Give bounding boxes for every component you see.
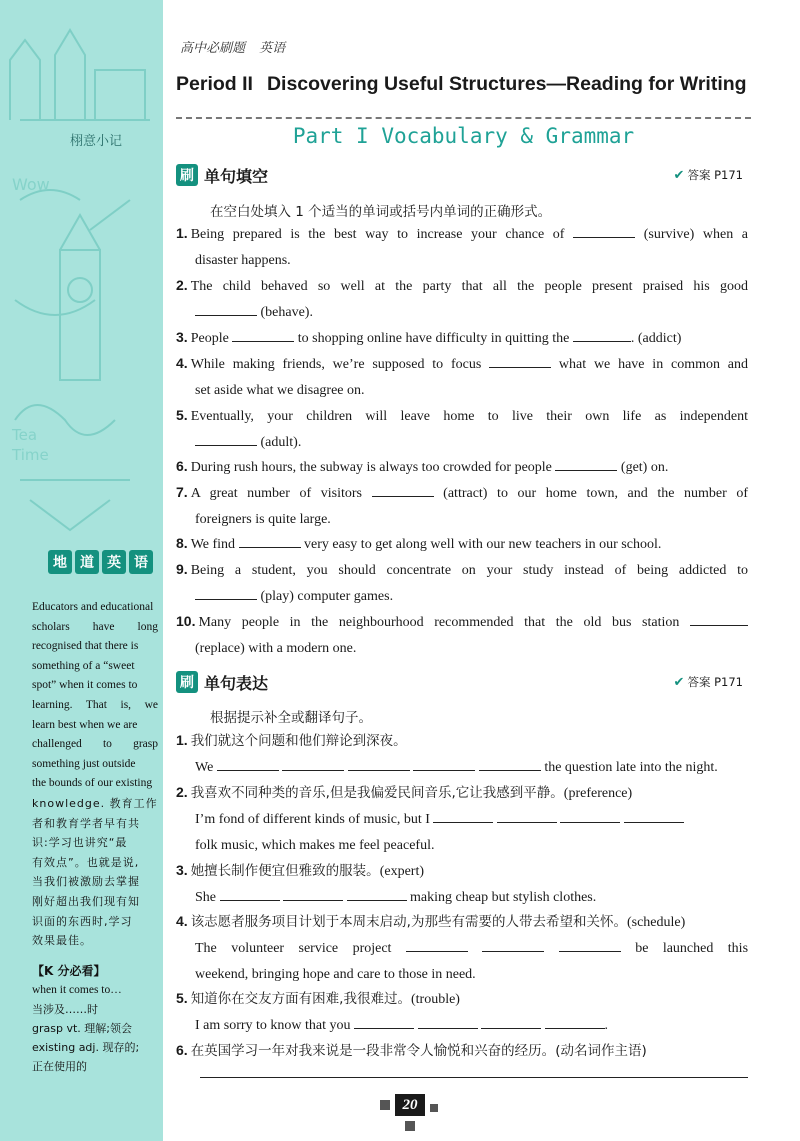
period-number: Period II [176, 73, 253, 95]
note-line: something of a “sweet [32, 659, 135, 672]
answer-blank[interactable] [497, 808, 557, 823]
dashed-rule [176, 117, 751, 119]
question-prompt-zh: 在英国学习一年对我来说是一段非常令人愉悦和兴奋的经历。 [190, 1043, 556, 1059]
note-line: 识面的东西时,学习 [32, 914, 133, 928]
answer-blank[interactable] [573, 223, 635, 238]
question-item [176, 402, 748, 456]
question-text: (behave). [260, 305, 313, 320]
section-title: 单句填空 [204, 166, 269, 186]
question-text: While making friends, we’re supposed to focus [190, 357, 482, 372]
period-title-text: Discovering Useful Structures—Reading for Writing [266, 73, 747, 95]
k-line: grasp vt. 理解;领会 [32, 1022, 132, 1035]
question-number: 8. [176, 535, 188, 551]
question-number: 9. [176, 561, 188, 577]
question-number: 3. [176, 329, 188, 345]
svg-text:Time: Time [12, 446, 49, 464]
question-number: 1. [176, 732, 188, 748]
question-text: the question late into the night. [544, 760, 718, 775]
question-number: 1. [176, 225, 188, 241]
answer-blank[interactable] [418, 1014, 478, 1029]
answer-blank[interactable] [481, 1014, 541, 1029]
answer-blank[interactable] [195, 585, 257, 600]
question-number: 5. [176, 407, 188, 423]
answer-blank[interactable] [348, 756, 410, 771]
question-text: The child behaved so well at the party that all the people present praised his good [190, 279, 748, 294]
note-line: knowledge. 教育工作 [32, 796, 158, 810]
note-line: 当我们被激励去掌握 [32, 875, 140, 889]
section-header-translate [176, 669, 751, 695]
k-line: 正在使用的 [32, 1060, 87, 1073]
question-text: Many people in the neighbourhood recommended that the old bus station [198, 615, 680, 630]
question-text: . [604, 1018, 609, 1033]
question-item [176, 857, 748, 911]
question-text: (survive) when a [643, 227, 749, 242]
question-item [176, 272, 748, 326]
question-item [176, 727, 748, 781]
banner-char: 英 [102, 550, 126, 574]
answer-blank[interactable] [489, 353, 551, 368]
question-text: Being prepared is the best way to increase your chance of [190, 227, 565, 242]
question-text: (get) on. [620, 460, 669, 475]
sidebar [0, 0, 163, 1141]
section-instruction: 根据提示补全或翻译句子。 [210, 710, 372, 726]
running-head [180, 37, 295, 56]
question-item [176, 324, 748, 352]
answer-blank[interactable] [690, 611, 748, 626]
question-item [176, 350, 748, 404]
question-text: We find [190, 537, 236, 552]
question-item [176, 608, 748, 662]
answer-ref [674, 674, 743, 690]
question-text: disaster happens. [195, 253, 291, 268]
question-prompt-zh: 我们就这个问题和他们辩论到深夜。 [190, 733, 407, 749]
question-item [176, 220, 748, 274]
section-badge: 刷 [176, 671, 198, 693]
sidebar-k-notes [32, 962, 160, 1076]
question-number: 4. [176, 913, 188, 929]
question-prompt-zh: 她擅长制作便宜但雅致的服装。 [190, 863, 380, 879]
question-item [176, 985, 748, 1039]
question-text: People [190, 331, 229, 346]
question-number: 3. [176, 862, 188, 878]
answer-blank[interactable] [347, 886, 407, 901]
answer-blank[interactable] [560, 808, 620, 823]
sidebar-illustration [0, 0, 163, 590]
question-hint: (preference) [563, 786, 633, 801]
question-text: (attract) to our home town, and the number of [443, 486, 749, 501]
section-title: 单句表达 [204, 673, 269, 693]
question-item [176, 779, 748, 859]
answer-blank[interactable] [282, 756, 344, 771]
answer-ref-text: 答案 P171 [687, 675, 743, 689]
question-text: She [195, 890, 216, 905]
question-number: 2. [176, 784, 188, 800]
question-text: to shopping online have difficulty in quitting the [297, 331, 570, 346]
question-number: 5. [176, 990, 188, 1006]
question-text: what we have in common and [558, 357, 749, 372]
question-item [176, 479, 748, 533]
question-item [176, 908, 748, 988]
k-line: when it comes to… [32, 984, 122, 996]
answer-blank[interactable] [232, 327, 294, 342]
answer-blank[interactable] [195, 301, 257, 316]
k-line: existing adj. 现存的; [32, 1041, 140, 1054]
footer-decoration [405, 1121, 415, 1131]
svg-text:Tea: Tea [12, 426, 38, 444]
question-hint: (expert) [379, 864, 424, 879]
question-text: The volunteer service project [195, 941, 392, 956]
note-line: Educators and educational [32, 601, 154, 613]
question-text: . (addict) [630, 331, 682, 346]
running-head-subject: 英语 [259, 41, 286, 56]
question-text: set aside what we disagree on. [195, 383, 365, 398]
answer-blank[interactable] [406, 937, 468, 952]
note-line: 者和教育学者早有共 [32, 816, 140, 830]
question-number: 2. [176, 277, 188, 293]
answer-blank[interactable] [195, 431, 257, 446]
answer-blank[interactable] [555, 456, 617, 471]
section-badge: 刷 [176, 164, 198, 186]
footer-decoration [430, 1104, 438, 1112]
question-text: I’m fond of different kinds of music, but I [195, 812, 430, 827]
part-title: Part I Vocabulary & Grammar [292, 124, 635, 148]
answer-blank[interactable] [624, 808, 684, 823]
question-prompt-zh: 知道你在交友方面有困难,我很难过。 [190, 991, 411, 1007]
k-title: 【K 分必看】 [32, 964, 106, 978]
note-line: challenged to grasp [32, 738, 158, 751]
note-line: learning. That is, we [32, 698, 158, 711]
question-number: 6. [176, 458, 188, 474]
footer-decoration [380, 1100, 390, 1110]
section-instruction: 在空白处填入 1 个适当的单词或括号内单词的正确形式。 [210, 204, 552, 220]
question-number: 10. [176, 613, 196, 629]
note-line: 效果最佳。 [32, 934, 92, 948]
answer-blank[interactable] [283, 886, 343, 901]
k-line: 当涉及……时 [32, 1003, 98, 1016]
answer-ref-text: 答案 P171 [687, 168, 743, 182]
note-line: 有效点”。也就是说, [32, 855, 140, 869]
sidebar-banner [48, 548, 160, 576]
answer-blank[interactable] [217, 756, 279, 771]
section-header-fill [176, 162, 751, 188]
note-line: something just outside [32, 757, 136, 770]
question-hint: (动名词作主语) [555, 1043, 647, 1059]
sidebar-note [32, 598, 158, 951]
question-text: making cheap but stylish clothes. [410, 890, 597, 905]
answer-blank[interactable] [413, 756, 475, 771]
answer-blank[interactable] [239, 533, 301, 548]
question-text: (adult). [260, 435, 302, 450]
question-item [176, 530, 748, 558]
note-line: learn best when we are [32, 718, 138, 731]
answer-blank[interactable] [372, 482, 434, 497]
answer-blank[interactable] [573, 327, 631, 342]
banner-char: 语 [129, 550, 153, 574]
question-item [176, 1037, 748, 1065]
question-text: folk music, which makes me feel peaceful. [195, 838, 435, 853]
question-hint: (trouble) [410, 992, 460, 1007]
sidebar-note-title: 栩意小记 [70, 134, 123, 149]
answer-blank[interactable] [545, 1014, 605, 1029]
note-line: 刚好超出我们现有知 [32, 894, 140, 908]
note-line: 识:学习也讲究“最 [32, 836, 128, 850]
note-line: recognised that there is [32, 640, 139, 653]
answer-blank[interactable] [559, 937, 621, 952]
question-text: foreigners is quite large. [195, 512, 331, 527]
question-number: 4. [176, 355, 188, 371]
question-text: Eventually, your children will leave home to live their own life as independent [190, 409, 748, 424]
running-head-book: 高中必刷题 [180, 41, 246, 56]
question-prompt-zh: 我喜欢不同种类的音乐,但是我偏爱民间音乐,它让我感到平静。 [190, 785, 564, 801]
banner-char: 道 [75, 550, 99, 574]
question-text: (replace) with a modern one. [195, 641, 357, 656]
question-number: 7. [176, 484, 188, 500]
page-number: 20 [395, 1094, 425, 1116]
question-text: weekend, bringing hope and care to those in need. [195, 967, 476, 982]
question-text: Being a student, you should concentrate on your study instead of being addicted to [190, 563, 748, 578]
banner-char: 地 [48, 550, 72, 574]
answer-blank[interactable] [479, 756, 541, 771]
note-line: the bounds of our existing [32, 777, 153, 790]
note-line: scholars have long [32, 620, 158, 633]
question-text: I am sorry to know that you [195, 1018, 351, 1033]
question-text: be launched this [635, 941, 749, 956]
answer-blank[interactable] [433, 808, 493, 823]
question-text: A great number of visitors [190, 486, 362, 501]
check-icon: ✔ [673, 167, 685, 183]
svg-text:Wow: Wow [12, 175, 50, 194]
question-item [176, 453, 748, 481]
answer-line[interactable] [200, 1077, 748, 1078]
question-item [176, 556, 748, 610]
question-text: We [195, 760, 214, 775]
answer-blank[interactable] [354, 1014, 414, 1029]
question-hint: (schedule) [626, 915, 686, 930]
question-text: (play) computer games. [260, 589, 394, 604]
period-title [176, 73, 756, 96]
question-text: During rush hours, the subway is always too crowded for people [190, 460, 552, 475]
answer-blank[interactable] [482, 937, 544, 952]
question-number: 6. [176, 1042, 188, 1058]
answer-blank[interactable] [220, 886, 280, 901]
question-text: very easy to get along well with our new teachers in our school. [304, 537, 662, 552]
question-prompt-zh: 该志愿者服务项目计划于本周末启动,为那些有需要的人带去希望和关怀。 [190, 914, 627, 930]
check-icon: ✔ [673, 674, 685, 690]
note-line: spot” when it comes to [32, 679, 138, 692]
answer-ref [674, 167, 743, 183]
